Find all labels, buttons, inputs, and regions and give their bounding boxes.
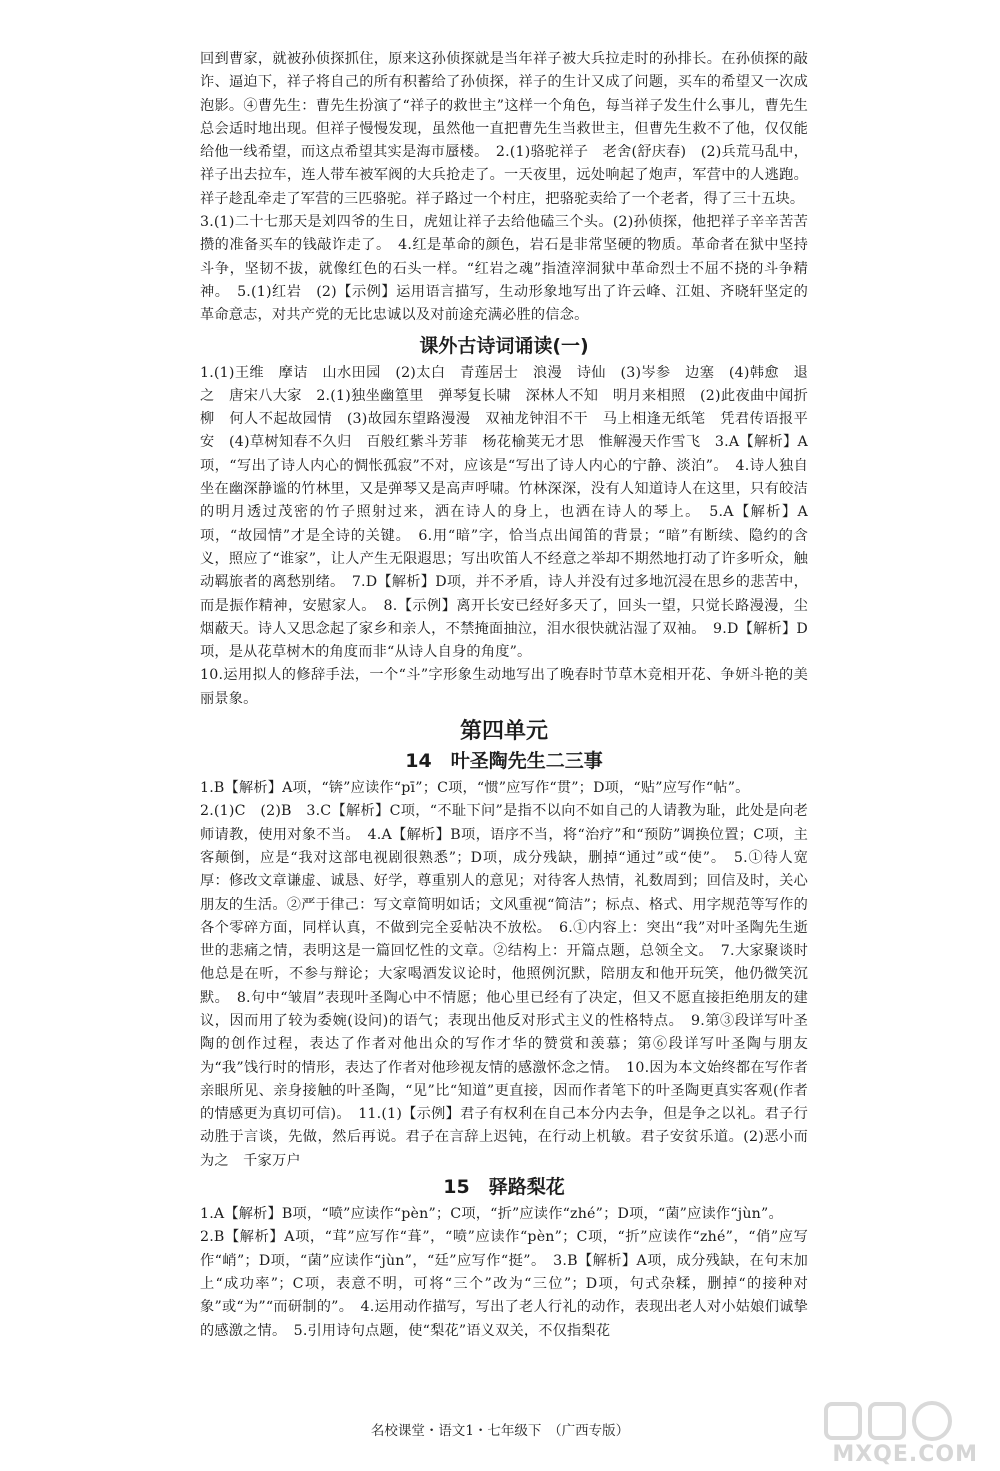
unit-heading: 第四单元 xyxy=(459,719,548,745)
answer-paragraph: 1.A【解析】B项，“喷”应读作“pèn”；C项，“折”应读作“zhé”；D项，“菌”应读作“jùn”。 xyxy=(200,1206,783,1223)
answer-paragraph: 1.B【解析】A项，“锛”应读作“pī”；C项，“惯”应写作“贯”；D项，“贴”应写作“帖”。 xyxy=(200,780,750,797)
watermark-logo xyxy=(808,1398,978,1468)
section-heading: 课外古诗词诵读(一) xyxy=(419,334,589,357)
page-footer: 名校课堂・语文1・七年级下 （广西专版） xyxy=(370,1423,630,1439)
answer-paragraph: 回到曹家，就被孙侦探抓住，原来这孙侦探就是当年祥子被大兵拉走时的孙排长。在孙侦探的敲诈、逼迫下，祥子将自己的所有积蓄给了孙侦探，祥子的生计又成了问题，买车的希望又一次成泡影。④曹先生：曹先生扮演了“祥子的救世主”这样一个角色，每当祥子发生什么事儿，曹先生总会适时地出现。但祥子慢慢发现，虽然他一直把曹先生当救世主，但曹先生救不了他，仅仅能给他一线希望，而这点希望其实是海市蜃楼。 2.(1)骆驼祥子 老舍(舒庆春) (2)兵荒马乱中，祥子出去拉车，连人带车被军阀的大兵抢走了。一天夜里，远处响起了炮声，军营中的人逃跑。祥子趁乱牵走了军营的三匹骆驼。祥子路过一个村庄，把骆驼卖给了一个老者，得了三十五块。 xyxy=(200,51,808,207)
lesson-heading: 15 驿路梨花 xyxy=(443,1176,565,1199)
watermark-text: MXQE.COM xyxy=(832,1442,978,1467)
answer-paragraph: 2.(1)C (2)B 3.C【解析】C项，“不耻下问”是指不以向不如自己的人请教为耻，此处是向老师请教，使用对象不当。 4.A【解析】B项，语序不当，将“治疗”和“预防”调换位置；C项，主客颠倒，应是“我对这部电视剧很熟悉”；D项，成分残缺，删掉“通过”或“使”。 5.①待人宽厚：修改文章谦虚、诚恳、好学，尊重别人的意见；对待客人热情，礼数周到；回信及时，关心朋友的生活。②严于律己：写文章简明如话；文风重视“简洁”；标点、格式、用字规范等写作的各个零碎方面，同样认真，不做到完全妥帖决不放松。 6.①内容上：突出“我”对叶圣陶先生逝世的悲痛之情，表明这是一篇回忆性的文章。②结构上：开篇点题，总领全文。 7.大家聚谈时他总是在听，不参与辩论；大家喝酒发议论时，他照例沉默，陪朋友和他开玩笑，他仍微笑沉默。 8.句中“皱眉”表现叶圣陶心中不情愿；他心里已经有了决定，但又不愿直接拒绝朋友的建议，因而用了较为委婉(设问)的语气；表现出他反对形式主义的性格特点。 9.第③段详写叶圣陶的创作过程，表达了作者对他出众的写作才华的赞赏和羡慕；第⑥段详写叶圣陶与朋友为“我”饯行时的情形，表达了作者对他珍视友情的感激怀念之情。 10.因为本文始终都在写作者亲眼所见、亲身接触的叶圣陶，“见”比“知道”更直接，因而作者笔下的叶圣陶更真实客观(作者的情感更为真切可信)。 11.(1)【示例】君子有权利在自己本分内去争，但是争之以礼。君子行动胜于言谈，先做，然后再说。君子在言辞上迟钝，在行动上机敏。君子安贫乐道。(2)恶小而为之 千家万户 xyxy=(200,803,808,1169)
answer-paragraph: 3.(1)二十七那天是刘四爷的生日，虎妞让祥子去给他磕三个头。(2)孙侦探，他把祥子辛辛苦苦攒的准备买车的钱敲诈走了。 4.红是革命的颜色，岩石是非常坚硬的物质。革命者在狱中坚持斗争，坚韧不拔，就像红色的石头一样。“红岩之魂”指渣滓洞狱中革命烈士不屈不挠的斗争精神。 5.(1)红岩 (2)【示例】运用语言描写，生动形象地写出了许云峰、江姐、齐晓轩坚定的革命意志，对共产党的无比忠诚以及对前途充满必胜的信念。 xyxy=(200,214,808,324)
answer-paragraph: 2.B【解析】A项，“茸”应写作“葺”，“喷”应读作“pèn”；C项，“折”应读作“zhé”，“俏”应写作“峭”；D项，“菌”应读作“jùn”，“廷”应写作“挺”。 3.B【解析】A项，成分残缺，在句末加上“成功率”；C项，表意不明，可将“三个”改为“三位”；D项，句式杂糅，删掉“的接种对象”或“为”“而研制的”。 4.运用动作描写，写出了老人行礼的动作，表现出老人对小姑娘们诚挚的感激之情。 5.引用诗句点题，使“梨花”语义双关，不仅指梨花 xyxy=(200,1229,808,1339)
answer-content-column xyxy=(200,48,808,1343)
answer-paragraph: 1.(1)王维 摩诘 山水田园 (2)太白 青莲居士 浪漫 诗仙 (3)岑参 边塞 (4)韩愈 退之 唐宋八大家 2.(1)独坐幽篁里 弹琴复长啸 深林人不知 明月来相照 (2)此夜曲中闻折柳 何人不起故园情 (3)故园东望路漫漫 双袖龙钟泪不干 马上相逢无纸笔 凭君传语报平安 (4)草树知春不久归 百般红紫斗芳菲 杨花榆荚无才思 惟解漫天作雪飞 3.A【解析】A项，“写出了诗人内心的惆怅孤寂”不对，应该是“写出了诗人内心的宁静、淡泊”。 4.诗人独自坐在幽深静谧的竹林里，又是弹琴又是高声呼啸。竹林深深，没有人知道诗人在这里，只有皎洁的明月透过茂密的竹子照射过来，洒在诗人的身上，也洒在诗人的琴上。 5.A【解析】A项，“故园情”才是全诗的关键。 6.用“暗”字，恰当点出闻笛的背景；“暗”有断续、隐约的含义，照应了“谁家”，让人产生无限遐思；写出吹笛人不经意之举却不期然地打动了许多听众，触动羁旅者的离愁别绪。 7.D【解析】D项，并不矛盾，诗人并没有过多地沉浸在思乡的悲苦中，而是振作精神，安慰家人。 8.【示例】离开长安已经好多天了，回头一望，只觉长路漫漫，尘烟蔽天。诗人又思念起了家乡和亲人，不禁掩面抽泣，泪水很快就沾湿了双袖。 9.D【解析】D项，是从花草树木的角度而非“从诗人自身的角度”。 xyxy=(200,364,808,661)
watermark-emblem-icon xyxy=(808,1398,978,1444)
answer-paragraph: 10.运用拟人的修辞手法，一个“斗”字形象生动地写出了晚春时节草木竞相开花、争妍斗艳的美丽景象。 xyxy=(200,667,808,707)
lesson-heading: 14 叶圣陶先生二三事 xyxy=(405,750,603,773)
